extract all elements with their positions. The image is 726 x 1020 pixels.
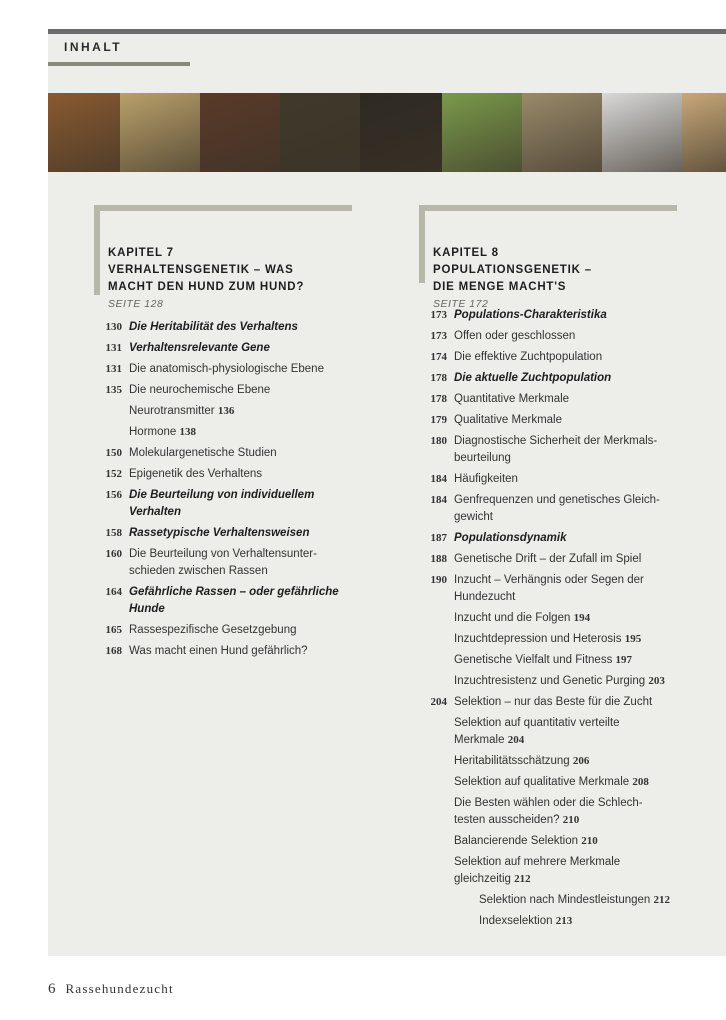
chapter-8-heading <box>433 228 683 313</box>
toc-entry-text: Rassespezifische Gesetzgebung <box>129 624 297 636</box>
toc-inline-page: 210 <box>581 835 598 847</box>
chapter-8-frame-side <box>419 205 425 283</box>
toc-page-number: 184 <box>430 473 447 485</box>
toc-entry[interactable] <box>98 546 358 580</box>
page-number: 6 <box>48 981 56 997</box>
toc-inline-page: 212 <box>653 894 671 906</box>
toc-inline-page: 138 <box>179 426 197 438</box>
toc-page-number: 188 <box>430 553 447 565</box>
toc-entry-text: Inzuchtresistenz und Genetic Purging <box>454 675 646 687</box>
toc-entry-title <box>129 340 369 357</box>
toc-entry[interactable] <box>423 673 693 690</box>
toc-entry-title <box>454 833 694 850</box>
toc-entry-text: Populations-Charakteristika <box>454 309 607 321</box>
toc-page-number: 160 <box>105 548 122 560</box>
title-underline <box>48 62 190 66</box>
toc-entry-title <box>454 673 694 690</box>
toc-entry[interactable] <box>98 643 358 660</box>
toc-entry-text: Diagnostische Sicherheit der Merkmals- beurteilung <box>454 435 658 464</box>
toc-inline-page: 197 <box>615 654 633 666</box>
toc-entry[interactable] <box>423 433 693 467</box>
toc-entry-title <box>454 307 694 324</box>
chapter-8-frame-top <box>419 205 677 211</box>
toc-entry-text: Qualitative Merkmale <box>454 414 563 426</box>
toc-entry-text: Die Beurteilung von individuellem Verhalten <box>129 489 315 518</box>
toc-entry-text: Inzucht – Verhängnis oder Segen der Hundezucht <box>454 574 644 603</box>
toc-inline-page: 195 <box>624 633 642 645</box>
toc-page-number: 178 <box>430 372 447 384</box>
toc-entry-text: Genetische Vielfalt und Fitness <box>454 654 613 666</box>
toc-entry-title <box>129 525 369 542</box>
toc-entry-title <box>129 584 369 618</box>
toc-entry-text: Offen oder geschlossen <box>454 330 576 342</box>
chapter-8-page: SEITE 172 <box>433 298 489 310</box>
toc-inline-page: 204 <box>507 734 525 746</box>
toc-page-number: 168 <box>105 645 122 657</box>
toc-entry[interactable] <box>98 487 358 521</box>
toc-entry[interactable] <box>98 622 358 639</box>
toc-entry-text: Verhaltensrelevante Gene <box>129 342 270 354</box>
toc-entry[interactable] <box>423 471 693 488</box>
toc-entry-title <box>454 349 694 366</box>
chapter-7-heading <box>108 228 348 330</box>
toc-entry-title <box>454 328 694 345</box>
toc-entry-title <box>479 892 694 909</box>
toc-page-number: 174 <box>430 351 447 363</box>
toc-entry-title <box>454 551 694 568</box>
toc-entry-title <box>454 471 694 488</box>
photo-strip <box>48 93 726 172</box>
toc-entry-title <box>129 424 369 441</box>
toc-inline-page: 208 <box>632 776 649 788</box>
toc-page-number: 187 <box>430 532 447 544</box>
toc-entry[interactable] <box>98 340 358 357</box>
toc-entry[interactable] <box>423 694 693 711</box>
toc-page-number: 131 <box>105 342 122 354</box>
collie-photo <box>280 93 360 172</box>
toc-entry-text: Inzucht und die Folgen <box>454 612 571 624</box>
toc-entry-text: Heritabilitätsschätzung <box>454 755 570 767</box>
toc-entry[interactable] <box>423 349 693 366</box>
toc-entry-text: Die effektive Zuchtpopulation <box>454 351 603 363</box>
toc-page-number: 190 <box>430 574 447 586</box>
terrier-photo <box>48 93 120 172</box>
toc-page-number: 204 <box>430 696 447 708</box>
toc-page-number: 179 <box>430 414 447 426</box>
toc-entry[interactable] <box>423 551 693 568</box>
toc-entry-title <box>454 370 694 387</box>
toc-entry-title <box>454 631 694 648</box>
toc-entry-title <box>454 652 694 669</box>
toc-entry-text: Genfrequenzen und genetisches Gleich- gewicht <box>454 494 660 523</box>
toc-entry[interactable] <box>423 412 693 429</box>
toc-entry[interactable] <box>423 913 693 930</box>
toc-entry-title <box>129 546 369 580</box>
chapter-7-frame-side <box>94 205 100 295</box>
toc-entry-title <box>454 753 694 770</box>
toc-entry-title <box>454 412 694 429</box>
toc-entry[interactable] <box>423 795 693 829</box>
toc-page-number: 164 <box>105 586 122 598</box>
toc-page-number: 150 <box>105 447 122 459</box>
toc-entry-text: Selektion auf qualitative Merkmale <box>454 776 630 788</box>
chapter-7-title: KAPITEL 7 VERHALTENSGENETIK – WAS MACHT DEN HUND ZUM HUND? <box>108 247 305 293</box>
toc-page-number: 165 <box>105 624 122 636</box>
toc-entry-text: Rassetypische Verhaltensweisen <box>129 527 310 539</box>
toc-entry-title <box>454 694 694 711</box>
toc-entry-title <box>129 403 369 420</box>
toc-entry[interactable] <box>423 391 693 408</box>
genetics-chart-photo <box>602 93 682 172</box>
toc-entry-text: Die Beurteilung von Verhaltensunter- schieden zwischen Rassen <box>129 548 317 577</box>
toc-entry-title <box>129 319 369 336</box>
toc-entry-text: Die neurochemische Ebene <box>129 384 271 396</box>
toc-entry-title <box>454 610 694 627</box>
toc-entry-title <box>129 466 369 483</box>
toc-inline-page: 212 <box>514 873 531 885</box>
chapter-8-title: KAPITEL 8 POPULATIONSGENETIK – DIE MENGE MACHT'S <box>433 247 592 293</box>
toc-entry-text: Gefährliche Rassen – oder gefährliche Hunde <box>129 586 339 615</box>
toc-inline-page: 213 <box>555 915 573 927</box>
ridgeback-photo <box>442 93 522 172</box>
toc-entry[interactable] <box>423 307 693 324</box>
toc-entry-text: Selektion – nur das Beste für die Zucht <box>454 696 653 708</box>
toc-entry-text: Indexselektion <box>479 915 553 927</box>
toc-entry-title <box>454 391 694 408</box>
toc-entry[interactable] <box>423 753 693 770</box>
toc-inline-page: 203 <box>648 675 665 687</box>
toc-entry[interactable] <box>423 328 693 345</box>
toc-entry[interactable] <box>423 492 693 526</box>
toc-entry-title <box>454 492 694 526</box>
toc-entry-text: Epigenetik des Verhaltens <box>129 468 262 480</box>
toc-entry-text: Selektion auf quantitativ verteilte Merkmale <box>454 717 620 746</box>
bulldog-photo <box>200 93 280 172</box>
toc-entry-title <box>454 530 694 547</box>
toc-entry[interactable] <box>423 631 693 648</box>
toc-entry-title <box>129 643 369 660</box>
toc-page-number: 135 <box>105 384 122 396</box>
dog-nose-photo <box>360 93 442 172</box>
toc-entry[interactable] <box>423 774 693 791</box>
toc-entry-title <box>129 382 369 399</box>
puppies-photo <box>120 93 200 172</box>
toc-page-number: 131 <box>105 363 122 375</box>
toc-inline-page: 194 <box>573 612 591 624</box>
page-footer <box>48 981 174 998</box>
toc-entry-title <box>129 622 369 639</box>
toc-entry-title <box>454 572 694 606</box>
toc-entry[interactable] <box>423 652 693 669</box>
toc-entry-text: Was macht einen Hund gefährlich? <box>129 645 308 657</box>
toc-entry[interactable] <box>423 715 693 749</box>
toc-entry[interactable] <box>98 361 358 378</box>
toc-entry[interactable] <box>98 525 358 542</box>
toc-entry[interactable] <box>423 370 693 387</box>
toc-entry-text: Genetische Drift – der Zufall im Spiel <box>454 553 642 565</box>
toc-inline-page: 136 <box>217 405 235 417</box>
page-title: INHALT <box>64 40 123 54</box>
toc-page-number: 184 <box>430 494 447 506</box>
toc-entry[interactable] <box>98 445 358 462</box>
toc-entry[interactable] <box>98 424 358 441</box>
toc-entry-title <box>479 913 694 930</box>
toc-page-number: 180 <box>430 435 447 447</box>
toc-entry-text: Häufigkeiten <box>454 473 518 485</box>
toc-entry-text: Hormone <box>129 426 177 438</box>
toc-entry-text: Die aktuelle Zuchtpopulation <box>454 372 612 384</box>
toc-entry[interactable] <box>98 403 358 420</box>
toc-entry[interactable] <box>98 584 358 618</box>
toc-entry[interactable] <box>423 572 693 606</box>
toc-entry-text: Selektion nach Mindestleistungen <box>479 894 651 906</box>
chapter-7-frame-top <box>94 205 352 211</box>
toc-entry-title <box>454 795 694 829</box>
toc-entry-text: Neurotransmitter <box>129 405 215 417</box>
toc-entry-text: Die Besten wählen oder die Schlech- testen ausscheiden? <box>454 797 643 826</box>
toc-entry-title <box>454 854 694 888</box>
toc-entry[interactable] <box>423 892 693 909</box>
toc-entry[interactable] <box>423 530 693 547</box>
toc-page-number: 152 <box>105 468 122 480</box>
toc-entry-text: Selektion auf mehrere Merkmale gleichzeitig <box>454 856 621 885</box>
toc-entry-text: Inzuchtdepression und Heterosis <box>454 633 622 645</box>
book-title: Rassehundezucht <box>65 981 174 996</box>
toc-entry-title <box>129 445 369 462</box>
toc-inline-page: 206 <box>572 755 590 767</box>
toc-page-number: 173 <box>430 309 447 321</box>
toc-page-number: 158 <box>105 527 122 539</box>
toc-entry[interactable] <box>423 610 693 627</box>
toc-entry-title <box>129 361 369 378</box>
toc-page-number: 178 <box>430 393 447 405</box>
toc-entry[interactable] <box>423 833 693 850</box>
toc-page-number: 156 <box>105 489 122 501</box>
dog-back-photo <box>522 93 602 172</box>
toc-entry-text: Die Heritabilität des Verhaltens <box>129 321 298 333</box>
toc-entry-text: Populationsdynamik <box>454 532 567 544</box>
toc-entry[interactable] <box>423 854 693 888</box>
toc-entry-title <box>454 433 694 467</box>
chapter-7-page: SEITE 128 <box>108 298 164 310</box>
toc-entry-text: Quantitative Merkmale <box>454 393 570 405</box>
toc-entry-title <box>454 774 694 791</box>
toc-inline-page: 210 <box>562 814 580 826</box>
toc-entry-text: Balancierende Selektion <box>454 835 579 847</box>
toc-entry[interactable] <box>98 382 358 399</box>
pug-photo <box>682 93 726 172</box>
toc-page-number: 173 <box>430 330 447 342</box>
toc-page-number: 130 <box>105 321 122 333</box>
toc-entry-title <box>129 487 369 521</box>
toc-entry-text: Molekulargenetische Studien <box>129 447 277 459</box>
toc-entry[interactable] <box>98 466 358 483</box>
toc-entry-text: Die anatomisch-physiologische Ebene <box>129 363 324 375</box>
toc-entry[interactable] <box>98 319 358 336</box>
toc-entry-title <box>454 715 694 749</box>
